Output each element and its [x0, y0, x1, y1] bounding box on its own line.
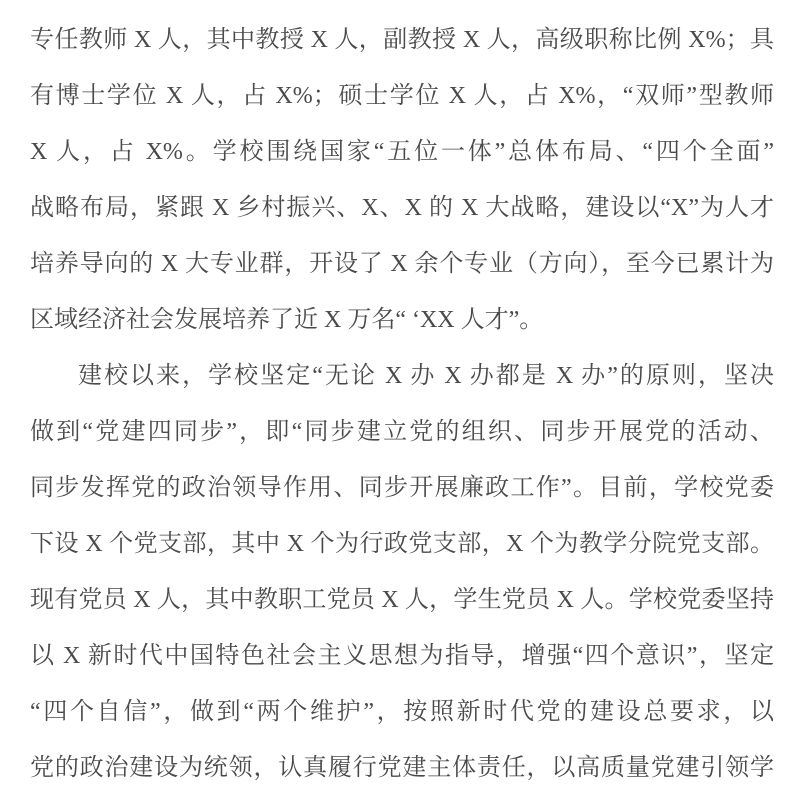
text-line-paragraph-end: 区域经济社会发展培养了近 X 万名“ ‘XX 人才”。: [30, 307, 544, 333]
text-line: 战略布局，紧跟 X 乡村振兴、X、X 的 X 大战略，建设以“X”为人才: [30, 195, 774, 221]
text-line: 同步发挥党的政治领导作用、同步开展廉政工作”。目前，学校党委: [30, 475, 774, 501]
text-line: 做到“党建四同步”，即“同步建立党的组织、同步开展党的活动、: [30, 419, 774, 445]
text-line-paragraph-start: 建校以来，学校坚定“无论 X 办 X 办都是 X 办”的原则，坚决: [78, 363, 774, 389]
text-line: X 人，占 X%。学校围绕国家“五位一体”总体布局、“四个全面”: [30, 139, 774, 165]
text-line: “四个自信”，做到“两个维护”，按照新时代党的建设总要求，以: [30, 699, 774, 725]
text-line: 下设 X 个党支部，其中 X 个为行政党支部，X 个为教学分院党支部。: [30, 531, 774, 557]
text-line: 专任教师 X 人，其中教授 X 人，副教授 X 人，高级职称比例 X%；具: [30, 27, 774, 53]
text-line: 现有党员 X 人，其中教职工党员 X 人，学生党员 X 人。学校党委坚持: [30, 587, 774, 613]
text-line: 以 X 新时代中国特色社会主义思想为指导，增强“四个意识”，坚定: [30, 643, 774, 669]
text-line: 有博士学位 X 人，占 X%；硕士学位 X 人，占 X%，“双师”型教师: [30, 83, 774, 109]
text-line: 培养导向的 X 大专业群，开设了 X 余个专业（方向），至今已累计为: [30, 251, 774, 277]
text-line: 党的政治建设为统领，认真履行党建主体责任，以高质量党建引领学: [30, 755, 774, 781]
